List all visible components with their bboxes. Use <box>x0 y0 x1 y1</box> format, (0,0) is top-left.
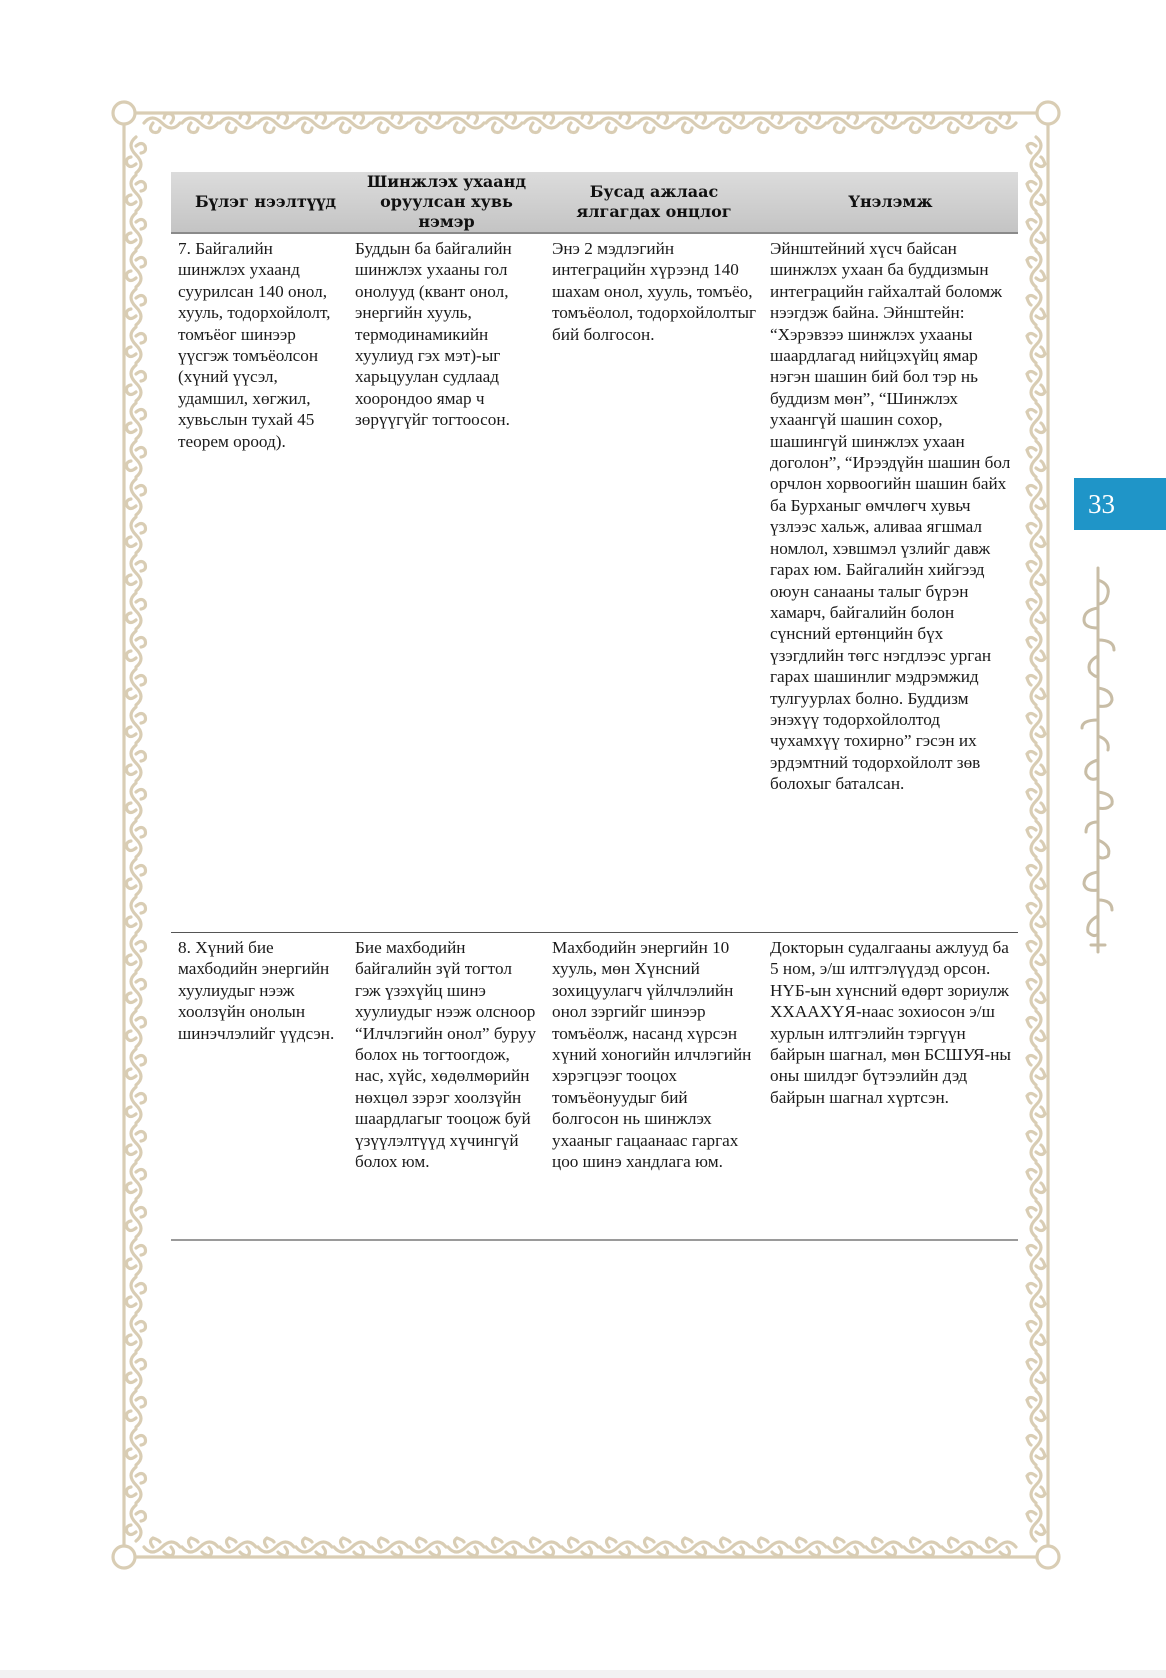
cell-contribution: Бие махбодийн байгалийн зүй тогтол гэж үзэхүйц шинэ хуулиудыг нээж олсноор “Илчлэгийн онол” буруу болох нь тогтоогдож, нас, хүйс, хөдөлмөрийн нөхцөл зэрэг хоолзүйн шаардлагыг тооцож буй үзүүлэлтүүд хүчингүй болох юм. <box>348 933 545 1241</box>
cell-distinction: Махбодийн энергийн 10 хууль, мөн Хүнсний зохицуулагч үйлчлэлийн онол зэргийг шинээр томъёолж, насанд хүрсэн хүний хоногийн илчлэгийн хэрэгцээг тооцох томъёонуудыг бий болгосон нь шинжлэх ухааныг гацаанаас гаргах цоо шинэ хандлага юм. <box>545 933 763 1241</box>
border-bottom-motif <box>828 1538 864 1556</box>
border-bottom-motif <box>334 1538 370 1556</box>
border-top-motif <box>144 114 180 133</box>
header-contribution: Шинжлэх ухаанд оруулсан хувь нэмэр <box>348 172 545 233</box>
border-left-motif <box>127 1163 146 1199</box>
border-left-motif <box>127 1277 146 1313</box>
border-bottom-motif <box>486 1538 522 1556</box>
border-corner-rosette <box>113 102 135 124</box>
border-left-motif <box>127 631 146 667</box>
border-left-motif <box>127 859 146 895</box>
border-bottom-motif <box>752 1538 788 1556</box>
border-bottom-motif <box>980 1538 1016 1556</box>
border-left-motif <box>127 365 146 401</box>
header-evaluation: Үнэлэмж <box>763 172 1018 233</box>
border-top-motif <box>220 114 256 133</box>
border-right-motif <box>1027 555 1045 591</box>
border-bottom-motif <box>790 1538 826 1556</box>
border-bottom-motif <box>714 1538 750 1556</box>
border-right-motif <box>1027 1277 1045 1313</box>
border-left-motif <box>127 783 146 819</box>
border-right-motif <box>1027 1391 1045 1427</box>
border-bottom-motif <box>600 1538 636 1556</box>
border-right-motif <box>1027 1505 1045 1541</box>
border-top-motif <box>714 114 750 133</box>
border-corner-rosette <box>1037 102 1059 124</box>
border-bottom-motif <box>296 1538 332 1556</box>
border-bottom-motif <box>448 1538 484 1556</box>
border-right-motif <box>1027 935 1045 971</box>
border-left-motif <box>127 441 146 477</box>
border-top-motif <box>600 114 636 133</box>
border-top-motif <box>866 114 902 133</box>
border-bottom-motif <box>866 1538 902 1556</box>
border-top-motif <box>182 114 218 133</box>
border-right-motif <box>1027 441 1045 477</box>
border-top-motif <box>752 114 788 133</box>
border-right-motif <box>1027 1353 1045 1389</box>
border-right-motif <box>1027 859 1045 895</box>
border-bottom-motif <box>638 1538 674 1556</box>
border-top-motif <box>980 114 1016 133</box>
page-number-tab <box>1074 478 1166 530</box>
border-bottom-motif <box>676 1538 712 1556</box>
border-right-motif <box>1027 1163 1045 1199</box>
border-right-motif <box>1027 517 1045 553</box>
border-left-motif <box>127 1429 146 1465</box>
border-bottom-motif <box>372 1538 408 1556</box>
border-left-motif <box>127 745 146 781</box>
border-right-motif <box>1027 745 1045 781</box>
border-right-motif <box>1027 479 1045 515</box>
border-left-motif <box>127 669 146 705</box>
border-left-motif <box>127 1505 146 1541</box>
border-left-motif <box>127 289 146 325</box>
border-corner-rosette <box>113 1546 135 1568</box>
border-left-motif <box>127 251 146 287</box>
border-left-motif <box>127 1239 146 1275</box>
border-bottom-motif <box>182 1538 218 1556</box>
border-left-motif <box>127 1011 146 1047</box>
border-right-motif <box>1027 1049 1045 1085</box>
border-left-motif <box>127 479 146 515</box>
border-left-motif <box>127 1391 146 1427</box>
border-right-motif <box>1027 175 1045 211</box>
border-right-motif <box>1027 1125 1045 1161</box>
border-top-motif <box>524 114 560 133</box>
comparison-table <box>171 172 1018 1241</box>
border-left-motif <box>127 517 146 553</box>
border-right-motif <box>1027 707 1045 743</box>
border-right-motif <box>1027 251 1045 287</box>
border-bottom-motif <box>220 1538 256 1556</box>
border-left-motif <box>127 555 146 591</box>
cell-contribution: Буддын ба байгалийн шинжлэх ухааны гол онолууд (квант онол, энергийн хууль, термодинамикийн хуулиуд гэх мэт)-ыг харьцуулан судлаад хоорондоо ямар ч зөрүүгүйг тогтоосон. <box>348 233 545 933</box>
border-right-motif <box>1027 289 1045 325</box>
page-number: 33 <box>1088 489 1115 519</box>
border-left-motif <box>127 821 146 857</box>
border-right-motif <box>1027 1201 1045 1237</box>
border-right-motif <box>1027 1315 1045 1351</box>
border-top-motif <box>790 114 826 133</box>
border-right-motif <box>1027 137 1045 173</box>
border-right-motif <box>1027 1429 1045 1465</box>
border-right-motif <box>1027 403 1045 439</box>
border-left-motif <box>127 973 146 1009</box>
border-top-motif <box>904 114 940 133</box>
header-distinction: Бусад ажлаас ялгагдах онцлог <box>545 172 763 233</box>
border-left-motif <box>127 1201 146 1237</box>
border-right-motif <box>1027 1011 1045 1047</box>
border-left-motif <box>127 593 146 629</box>
border-top-motif <box>372 114 408 133</box>
border-top-motif <box>334 114 370 133</box>
cell-distinction: Энэ 2 мэдлэгийн интеграцийн хүрээнд 140 шахам онол, хууль, томъёо, томъёолол, тодорхойлолтыг бий болгосон. <box>545 233 763 933</box>
border-top-motif <box>638 114 674 133</box>
border-top-motif <box>486 114 522 133</box>
border-bottom-motif <box>942 1538 978 1556</box>
table-row <box>171 233 1018 933</box>
border-left-motif <box>127 1125 146 1161</box>
border-left-motif <box>127 137 146 173</box>
border-right-motif <box>1027 327 1045 363</box>
border-top-motif <box>258 114 294 133</box>
border-right-motif <box>1027 1239 1045 1275</box>
border-left-motif <box>127 1315 146 1351</box>
cell-evaluation: Докторын судалгааны ажлууд ба 5 ном, э/ш илтгэлүүдэд орсон. НҮБ-ын хүнсний өдөрт зориулж ХХААХҮЯ-наас зохиосон э/ш хурлын илтгэлийн тэргүүн байрын шагнал, мөн БСШУЯ-ны оны шилдэг бүтээлийн дэд байрын шагнал хүртсэн. <box>763 933 1018 1241</box>
border-left-motif <box>127 403 146 439</box>
border-right-motif <box>1027 213 1045 249</box>
border-bottom-motif <box>410 1538 446 1556</box>
border-left-motif <box>127 1049 146 1085</box>
border-top-motif <box>828 114 864 133</box>
cell-evaluation: Эйнштейний хүсч байсан шинжлэх ухаан ба буддизмын интеграцийн гайхалтай боломж нээгдэж байна. Эйнштейн: “Хэрэвзээ шинжлэх ухааны шаардлагад нийцэхүйц ямар нэгэн шашин бий бол тэр нь буддизм мөн”, “Шинжлэх ухаангүй шашин сохор, шашингүй шинжлэх ухаан доголон”, “Ирээдүйн шашин бол орчлон хорвоогийн шашин байх ба Бурханыг өмчлөгч хувьч үзлээс хальж, аливаа ягшмал номлол, хэвшмэл үзлийг давж гарах юм. Байгалийн хийгээд оюун санааны талыг бүрэн хамарч, байгалийн болон сүнсний ертөнцийн бүх үзэгдлийн төгс нэгдлээс урган гарах шашинлиг мэдрэмжид тулгуурлах болно. Буддизм энэхүү тодорхойлолтод чухамхүү тохирно” гэсэн их эрдэмтний тодорхойлолт зөв болохыг баталсан. <box>763 233 1018 933</box>
border-right-motif <box>1027 365 1045 401</box>
border-right-motif <box>1027 783 1045 819</box>
border-right-motif <box>1027 821 1045 857</box>
border-right-motif <box>1027 631 1045 667</box>
border-left-motif <box>127 707 146 743</box>
header-discoveries: Бүлэг нээлтүүд <box>171 172 348 233</box>
border-right-motif <box>1027 973 1045 1009</box>
border-bottom-motif <box>562 1538 598 1556</box>
border-left-motif <box>127 327 146 363</box>
border-top-motif <box>296 114 332 133</box>
border-left-motif <box>127 1467 146 1503</box>
border-right-motif <box>1027 593 1045 629</box>
border-bottom-motif <box>144 1538 180 1556</box>
border-bottom-motif <box>258 1538 294 1556</box>
border-left-motif <box>127 897 146 933</box>
border-top-motif <box>562 114 598 133</box>
border-right-motif <box>1027 1467 1045 1503</box>
border-top-motif <box>942 114 978 133</box>
border-right-motif <box>1027 897 1045 933</box>
border-left-motif <box>127 1353 146 1389</box>
border-right-motif <box>1027 669 1045 705</box>
vertical-script-title <box>1063 560 1133 960</box>
border-left-motif <box>127 175 146 211</box>
border-top-motif <box>676 114 712 133</box>
cell-discovery: 7. Байгалийн шинжлэх ухаанд суурилсан 140 онол, хууль, тодорхойлолт, томъёог шинээр үүсгэж томъёолсон (хүний үүсэл, удамшил, хөгжил, хувьслын тухай 45 теорем ороод). <box>171 233 348 933</box>
border-top-motif <box>410 114 446 133</box>
border-bottom-motif <box>904 1538 940 1556</box>
border-right-motif <box>1027 1087 1045 1123</box>
border-bottom-motif <box>524 1538 560 1556</box>
table-row <box>171 933 1018 1241</box>
border-left-motif <box>127 1087 146 1123</box>
border-corner-rosette <box>1037 1546 1059 1568</box>
table-header-row <box>171 172 1018 233</box>
border-top-motif <box>448 114 484 133</box>
border-left-motif <box>127 935 146 971</box>
cell-discovery: 8. Хүний бие махбодийн энергийн хуулиудыг нээж хоолзүйн онолын шинэчлэлийг үүдсэн. <box>171 933 348 1241</box>
border-left-motif <box>127 213 146 249</box>
